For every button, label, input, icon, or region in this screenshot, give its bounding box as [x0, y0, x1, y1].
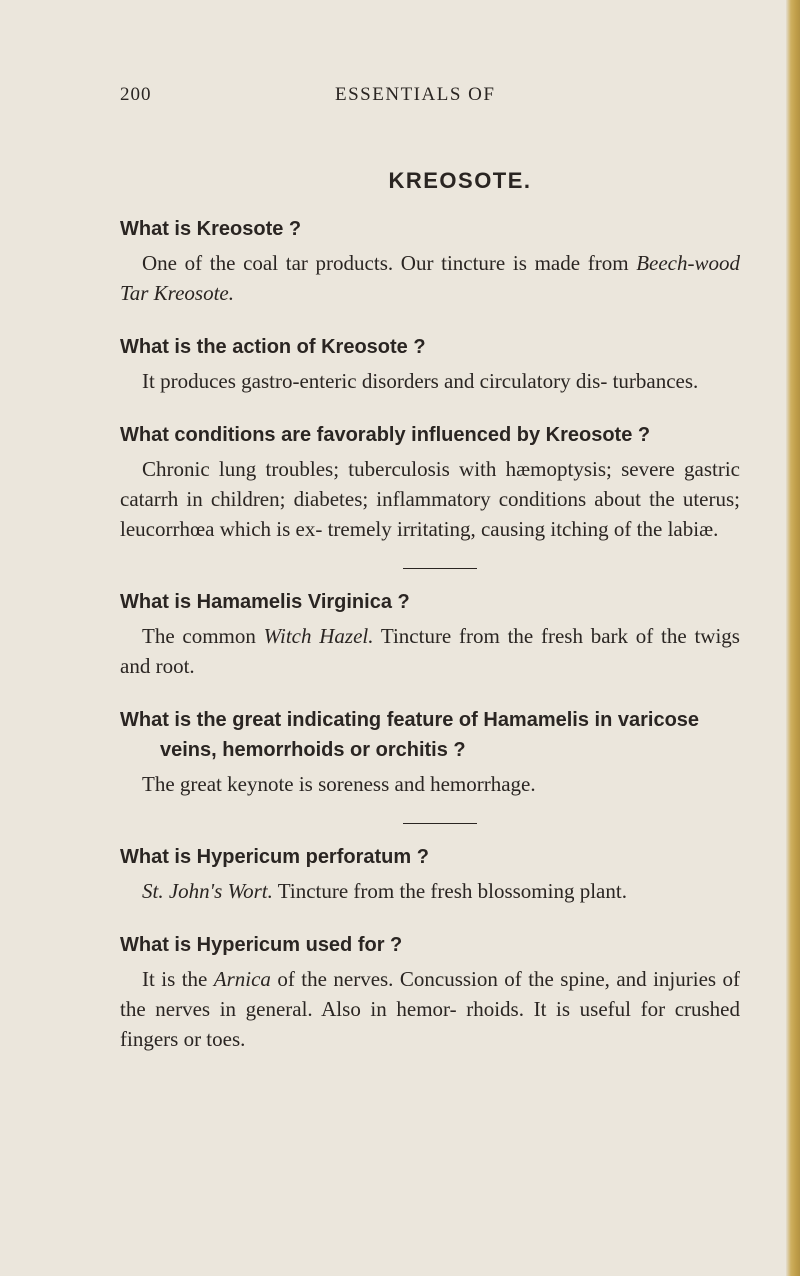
qa-block: [120, 930, 740, 1054]
qa-block: [120, 332, 740, 396]
answer-italic: Beech-wood Tar Kreosote.: [120, 251, 740, 305]
qa-block: [120, 587, 740, 681]
answer-text: of the nerves. Concussion of the spine, and injuries of the nerves in general. Also in hemor- rhoids. It is useful for crushed fingers or toes.: [120, 967, 740, 1051]
question: What is Hypericum perforatum ?: [120, 846, 429, 868]
answer-text: The common: [142, 624, 264, 648]
qa-block: [120, 420, 740, 544]
question: What is Hamamelis Virginica ?: [120, 591, 410, 613]
answer: [120, 248, 740, 308]
answer-italic: Witch Hazel.: [263, 624, 374, 648]
question: What conditions are favorably influenced by Kreosote ?: [120, 424, 651, 446]
answer: Chronic lung troubles; tuberculosis with hæmoptysis; severe gastric catarrh in children; diabetes; inflammatory conditions about the uterus; leucorrhœa which is ex- tremely irritating, causing itching of the labiæ.: [120, 457, 740, 541]
running-head: ESSENTIALS OF: [335, 84, 496, 105]
qa-block: [120, 842, 740, 906]
section-title: KREOSOTE.: [388, 168, 532, 193]
answer: It produces gastro-enteric disorders and circulatory dis- turbances.: [142, 369, 699, 393]
answer-italic: Arnica: [213, 967, 271, 991]
section-divider: [403, 823, 477, 824]
question: What is Kreosote ?: [120, 218, 302, 240]
answer-text: Tincture from the fresh bark of the twigs and root.: [120, 624, 740, 678]
answer: [120, 876, 740, 906]
page-number: 200: [120, 84, 152, 105]
answer: The great keynote is soreness and hemorrhage.: [142, 772, 536, 796]
page-header: [120, 84, 760, 114]
answer: [120, 964, 740, 1054]
answer-text: Tincture from the fresh blossoming plant.: [272, 879, 627, 903]
question: What is the action of Kreosote ?: [120, 336, 426, 358]
answer-italic: St. John's Wort.: [142, 879, 273, 903]
gilt-page-edge: [786, 0, 800, 1276]
question: What is Hypericum used for ?: [120, 934, 403, 956]
qa-block: [120, 705, 740, 799]
page-content: [120, 168, 740, 1078]
qa-block: [120, 214, 740, 308]
section-divider: [403, 568, 477, 569]
answer-text: It is the: [142, 967, 214, 991]
answer: [120, 621, 740, 681]
question: What is the great indicating feature of Hamamelis in varicose veins, hemorrhoids or orchitis ?: [120, 709, 700, 761]
answer-text: One of the coal tar products. Our tincture is made from: [142, 251, 637, 275]
